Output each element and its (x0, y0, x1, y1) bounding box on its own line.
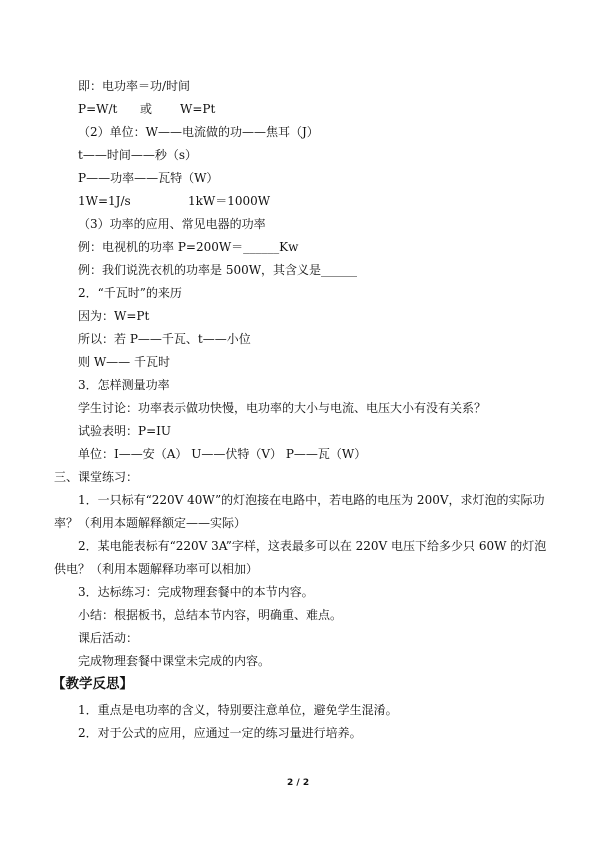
text-line: 所以：若 P——千瓦、t——小位 (78, 332, 251, 346)
text-line: 例：我们说洗衣机的功率是 500W，其含义是______ (78, 263, 358, 277)
text-line: 1W=1J/s (78, 194, 131, 208)
text-line: P=W/t (78, 102, 118, 116)
text-line: 即：电功率＝功/时间 (78, 79, 191, 93)
text-line: 课后活动： (78, 631, 139, 645)
text-line: 例：电视机的功率 P=200W＝______Kw (78, 240, 299, 254)
text-line: t——时间——秒（s） (78, 148, 197, 162)
text-line: 1．重点是电功率的含义，特别要注意单位，避免学生混淆。 (78, 703, 398, 717)
text-line: 三、课堂练习： (54, 470, 139, 484)
section-heading: 【教学反思】 (52, 676, 133, 692)
text-line: 2．“千瓦时”的来历 (78, 286, 182, 300)
text-line: 学生讨论：功率表示做功快慢，电功率的大小与电流、电压大小有没有关系？ (78, 401, 487, 415)
text-line: （3）功率的应用、常见电器的功率 (78, 217, 266, 231)
text-line: 1kW＝1000W (188, 194, 271, 208)
text-line: 2．某电能表标有“220V 3A”字样，这表最多可以在 220V 电压下给多少只 60W 的灯泡 (78, 539, 547, 553)
text-line: 或 (140, 102, 153, 116)
text-line: W=Pt (180, 102, 216, 116)
text-line: 1．一只标有“220V 40W”的灯泡接在电路中，若电路的电压为 200V，求灯泡的实际功 (78, 493, 545, 507)
text-line: 因为：W=Pt (78, 309, 150, 323)
text-line: P——功率——瓦特（W） (78, 171, 219, 185)
text-line: 试验表明：P=IU (78, 424, 171, 438)
text-line: 率？（利用本题解释额定——实际） (54, 516, 247, 530)
text-line: 3．怎样测量功率 (78, 378, 170, 392)
text-line: （2）单位：W——电流做的功——焦耳（J） (78, 125, 319, 139)
text-line: 单位：I——安（A） U——伏特（V） P——瓦（W） (78, 447, 367, 461)
text-line: 3．达标练习：完成物理套餐中的本节内容。 (78, 585, 314, 599)
text-line: 则 W—— 千瓦时 (78, 355, 170, 369)
text-line: 2．对于公式的应用，应通过一定的练习量进行培养。 (78, 726, 362, 740)
text-line: 小结：根据板书，总结本节内容，明确重、难点。 (78, 608, 343, 622)
text-line: 完成物理套餐中课堂未完成的内容。 (78, 654, 271, 668)
text-line: 供电？（利用本题解释功率可以相加） (54, 562, 259, 576)
page-number: 2 / 2 (287, 778, 310, 788)
